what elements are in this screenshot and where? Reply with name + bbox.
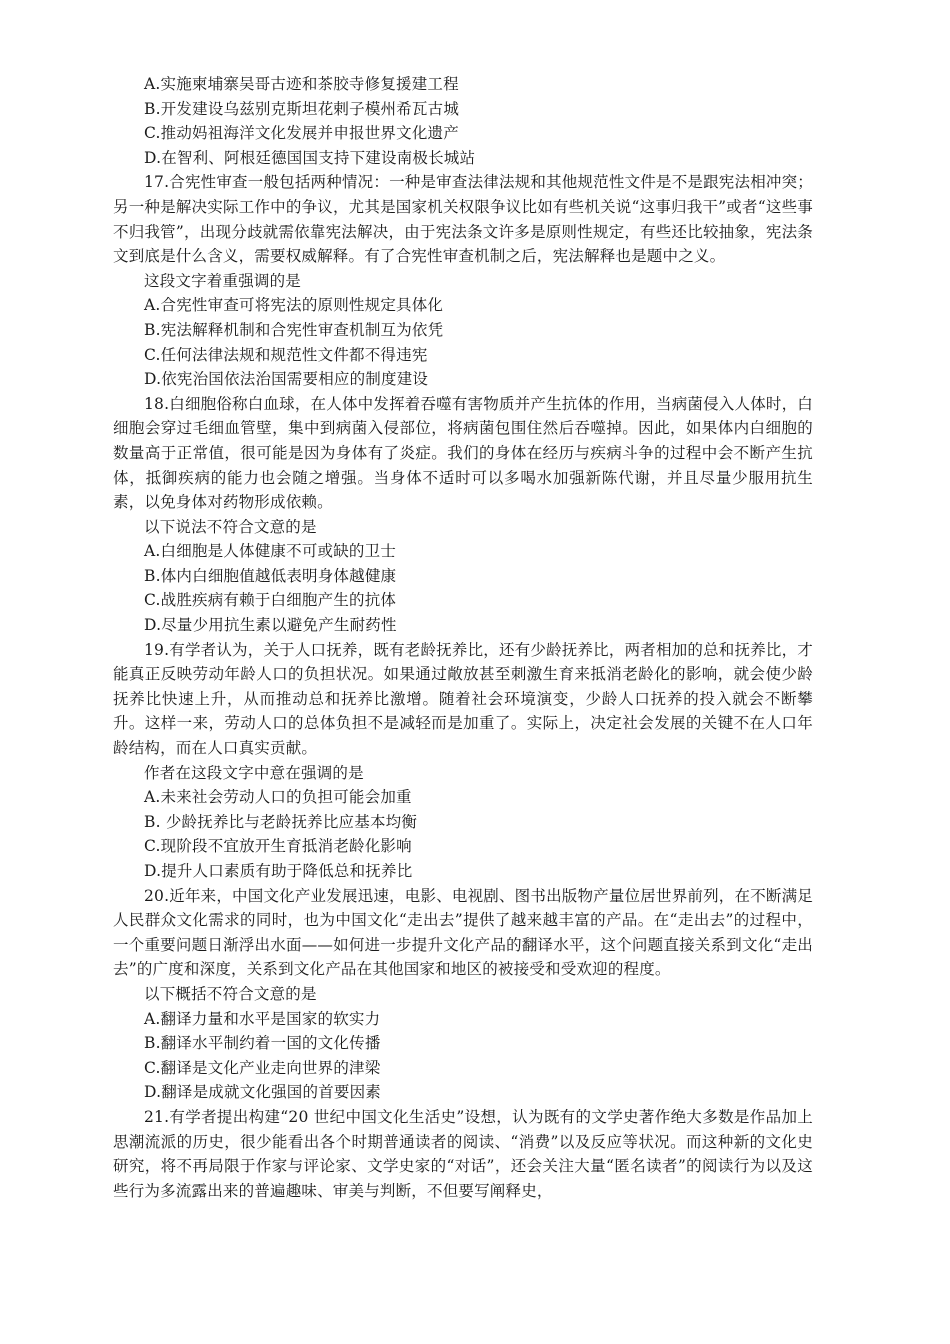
q20-question: 以下概括不符合文意的是 (144, 984, 317, 1003)
q18-question: 以下说法不符合文意的是 (144, 517, 317, 536)
q19-option-a: A.未来社会劳动人口的负担可能会加重 (144, 788, 412, 807)
q20-option-a: A.翻译力量和水平是国家的软实力 (144, 1009, 381, 1028)
q17-passage: 17.合宪性审查一般包括两种情况：一种是审查法律法规和其他规范性文件是不是跟宪法相冲突；另一种是解决实际工作中的争议，尤其是国家机关权限争议比如有些机关说“这事归我干”或者“这些事不归我管”，出现分歧就需依靠宪法解决，由于宪法条文许多是原则性规定，有些还比较抽象，宪法条文到底是什么含义，需要权威解释。有了合宪性审查机制之后，宪法解释也是题中之义。 (113, 173, 813, 266)
q20-passage: 20.近年来，中国文化产业发展迅速，电影、电视剧、图书出版物产量位居世界前列，在不断满足人民群众文化需求的同时，也为中国文化“走出去”提供了越来越丰富的产品。在“走出去”的过程中，一个重要问题日渐浮出水面——如何进一步提升文化产品的翻译水平，这个问题直接关系到文化“走出去”的广度和深度，关系到文化产品在其他国家和地区的被接受和受欢迎的程度。 (113, 886, 813, 979)
q16-option-b: B.开发建设乌兹别克斯坦花剌子模州希瓦古城 (144, 99, 460, 118)
q18-option-a: A.白细胞是人体健康不可或缺的卫士 (144, 542, 397, 561)
q20-option-b: B.翻译水平制约着一国的文化传播 (144, 1034, 381, 1053)
q16-option-a: A.实施柬埔寨吴哥古迹和茶胶寺修复援建工程 (144, 75, 459, 93)
q19-question: 作者在这段文字中意在强调的是 (144, 763, 364, 782)
q19-option-d: D.提升人口素质有助于降低总和抚养比 (144, 862, 413, 880)
q20-option-d: D.翻译是成就文化强国的首要因素 (144, 1083, 382, 1102)
q21-passage: 21.有学者提出构建“20 世纪中国文化生活史”设想，认为既有的文学史著作绝大多数是作品加上思潮流派的历史，很少能看出各个时期普通读者的阅读、“消费”以及反应等状况。而这种新的文化史研究，将不再局限于作家与评论家、文学史家的“对话”，还会关注大量“匿名读者”的阅读行为以及这些行为多流露出来的普遍趣味、审美与判断，不但要写阐释史， (113, 1107, 813, 1200)
q17-option-c: C.任何法律法规和规范性文件都不得违宪 (144, 345, 428, 364)
q20-option-c: C.翻译是文化产业走向世界的津梁 (144, 1058, 381, 1077)
q19-option-c: C.现阶段不宜放开生育抵消老龄化影响 (144, 837, 412, 856)
q17-question: 这段文字着重强调的是 (144, 271, 302, 290)
q18-option-b: B.体内白细胞值越低表明身体越健康 (144, 566, 397, 585)
q18-option-c: C.战胜疾病有赖于白细胞产生的抗体 (144, 591, 397, 610)
q18-passage: 18.白细胞俗称白血球，在人体中发挥着吞噬有害物质并产生抗体的作用，当病菌侵入人体时，白细胞会穿过毛细血管壁，集中到病菌入侵部位，将病菌包围住然后吞噬掉。因此，如果体内白细胞的数量高于正常值，很可能是因为身体有了炎症。我们的身体在经历与疾病斗争的过程中会不断产生抗体，抵御疾病的能力也会随之增强。当身体不适时可以多喝水加强新陈代谢，并且尽量少服用抗生素，以免身体对药物形成依赖。 (113, 394, 813, 512)
q19-passage: 19.有学者认为，关于人口抚养，既有老龄抚养比，还有少龄抚养比，两者相加的总和抚养比，才能真正反映劳动年龄人口的负担状况。如果通过敞放甚至刺激生育来抵消老龄化的影响，就会使少龄抚养比快速上升，从而推动总和抚养比激增。随着社会环境演变，少龄人口抚养的投入就会不断攀升。这样一来，劳动人口的总体负担不是减轻而是加重了。实际上，决定社会发展的关键不在人口年龄结构，而在人口真实贡献。 (113, 640, 813, 758)
q19-option-b: B. 少龄抚养比与老龄抚养比应基本均衡 (144, 812, 418, 831)
q16-option-d: D.在智利、阿根廷德国国支持下建设南极长城站 (144, 148, 476, 167)
q18-option-d: D.尽量少用抗生素以避免产生耐药性 (144, 616, 397, 635)
q16-option-c: C.推动妈祖海洋文化发展并申报世界文化遗产 (144, 124, 459, 143)
q17-option-d: D.依宪治国依法治国需要相应的制度建设 (144, 370, 429, 389)
q17-option-a: A.合宪性审查可将宪法的原则性规定具体化 (144, 296, 444, 315)
document-page (113, 72, 813, 1203)
q17-option-b: B.宪法解释机制和合宪性审查机制互为依凭 (144, 320, 444, 339)
